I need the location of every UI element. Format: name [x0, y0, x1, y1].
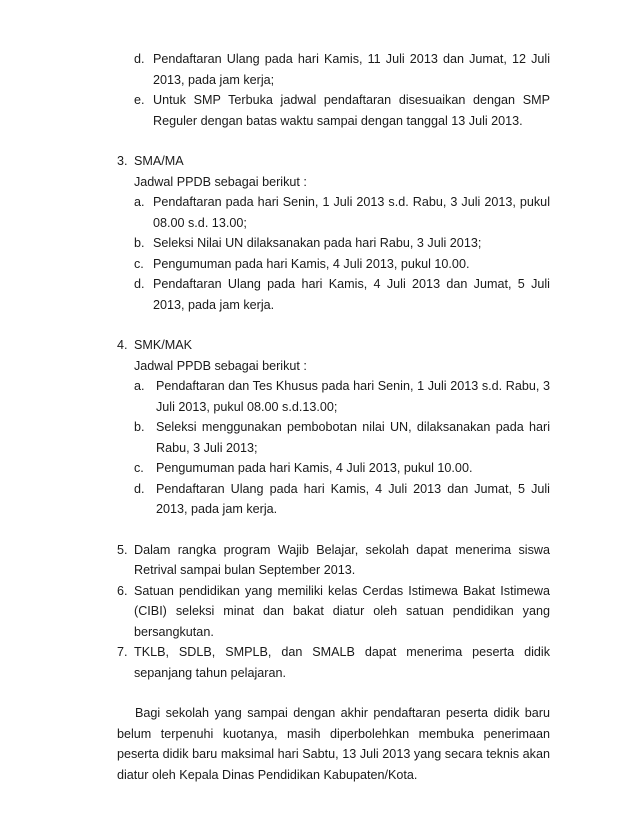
section-smk: [117, 335, 550, 520]
list-item-text: Satuan pendidikan yang memiliki kelas Cerdas Istimewa Bakat Istimewa (CIBI) seleksi minat dan bakat diatur oleh satuan pendidikan yang bersangkutan.: [134, 583, 550, 639]
list-marker: 5.: [117, 542, 128, 557]
sub-list: [134, 376, 550, 520]
list-marker: b.: [134, 236, 145, 250]
list-marker: d.: [134, 52, 145, 66]
section-intro: Jadwal PPDB sebagai berikut :: [134, 174, 307, 189]
list-marker: b.: [134, 420, 145, 434]
sub-list: [134, 192, 550, 315]
list-item: [134, 376, 550, 417]
list-marker: d.: [134, 481, 145, 496]
list-item: [117, 581, 550, 643]
list-item-text: Pendaftaran dan Tes Khusus pada hari Senin, 1 Juli 2013 s.d. Rabu, 3 Juli 2013, pukul 08.00 s.d.13.00;: [156, 379, 550, 414]
top-list: [134, 49, 550, 131]
list-marker: a.: [134, 195, 145, 209]
list-marker: d.: [134, 277, 145, 291]
list-item: [117, 642, 550, 683]
list-marker: e.: [134, 93, 145, 107]
list-item-text: Pengumuman pada hari Kamis, 4 Juli 2013, pukul 10.00.: [153, 256, 470, 271]
list-item-text: Seleksi Nilai UN dilaksanakan pada hari Rabu, 3 Juli 2013;: [153, 236, 482, 250]
section-heading: [117, 335, 550, 356]
section-title: SMK/MAK: [134, 338, 193, 352]
list-item-text: TKLB, SDLB, SMPLB, dan SMALB dapat menerima peserta didik sepanjang tahun pelajaran.: [134, 645, 550, 680]
list-item-text: Pendaftaran pada hari Senin, 1 Juli 2013 s.d. Rabu, 3 Juli 2013, pukul 08.00 s.d. 13.00;: [153, 195, 550, 230]
list-item-text: Untuk SMP Terbuka jadwal pendaftaran disesuaikan dengan SMP Reguler dengan batas waktu sampai dengan tanggal 13 Juli 2013.: [153, 93, 550, 128]
list-item: [134, 274, 550, 315]
list-item-text: Dalam rangka program Wajib Belajar, sekolah dapat menerima siswa Retrival sampai bulan September 2013.: [134, 542, 550, 577]
list-item: [134, 49, 550, 90]
section-title: SMA/MA: [134, 154, 184, 168]
list-marker: 6.: [117, 583, 128, 598]
list-item: [134, 417, 550, 458]
list-item: [134, 479, 550, 520]
closing-paragraph: Bagi sekolah yang sampai dengan akhir pendaftaran peserta didik baru belum terpenuhi kuotanya, masih diperbolehkan membuka penerimaan peserta didik baru maksimal hari Sabtu, 13 Juli 2013 yang secara teknis akan diatur oleh Kepala Dinas Pendidikan Kabupaten/Kota.: [117, 706, 550, 782]
section-intro: Jadwal PPDB sebagai berikut :: [134, 358, 307, 373]
section-number: 3.: [117, 154, 128, 168]
list-item-text: Seleksi menggunakan pembobotan nilai UN, dilaksanakan pada hari Rabu, 3 Juli 2013;: [156, 420, 550, 455]
list-marker: 7.: [117, 645, 128, 659]
section-heading: [117, 151, 550, 172]
numbered-list: [117, 540, 550, 684]
list-item: [134, 90, 550, 131]
list-marker: a.: [134, 379, 145, 393]
list-item: [134, 192, 550, 233]
list-item: [134, 233, 550, 254]
list-marker: c.: [134, 461, 144, 475]
list-marker: c.: [134, 256, 144, 271]
list-item: [117, 540, 550, 581]
list-item-text: Pendaftaran Ulang pada hari Kamis, 4 Juli 2013 dan Jumat, 5 Juli 2013, pada jam kerja.: [153, 277, 550, 312]
list-item-text: Pendaftaran Ulang pada hari Kamis, 11 Juli 2013 dan Jumat, 12 Juli 2013, pada jam kerja;: [153, 52, 550, 87]
list-item-text: Pendaftaran Ulang pada hari Kamis, 4 Juli 2013 dan Jumat, 5 Juli 2013, pada jam kerja.: [156, 481, 550, 516]
list-item: [134, 458, 550, 479]
list-item: [134, 254, 550, 275]
list-item-text: Pengumuman pada hari Kamis, 4 Juli 2013, pukul 10.00.: [156, 461, 473, 475]
document-body: [117, 49, 550, 785]
section-number: 4.: [117, 338, 128, 352]
section-sma: [117, 151, 550, 315]
